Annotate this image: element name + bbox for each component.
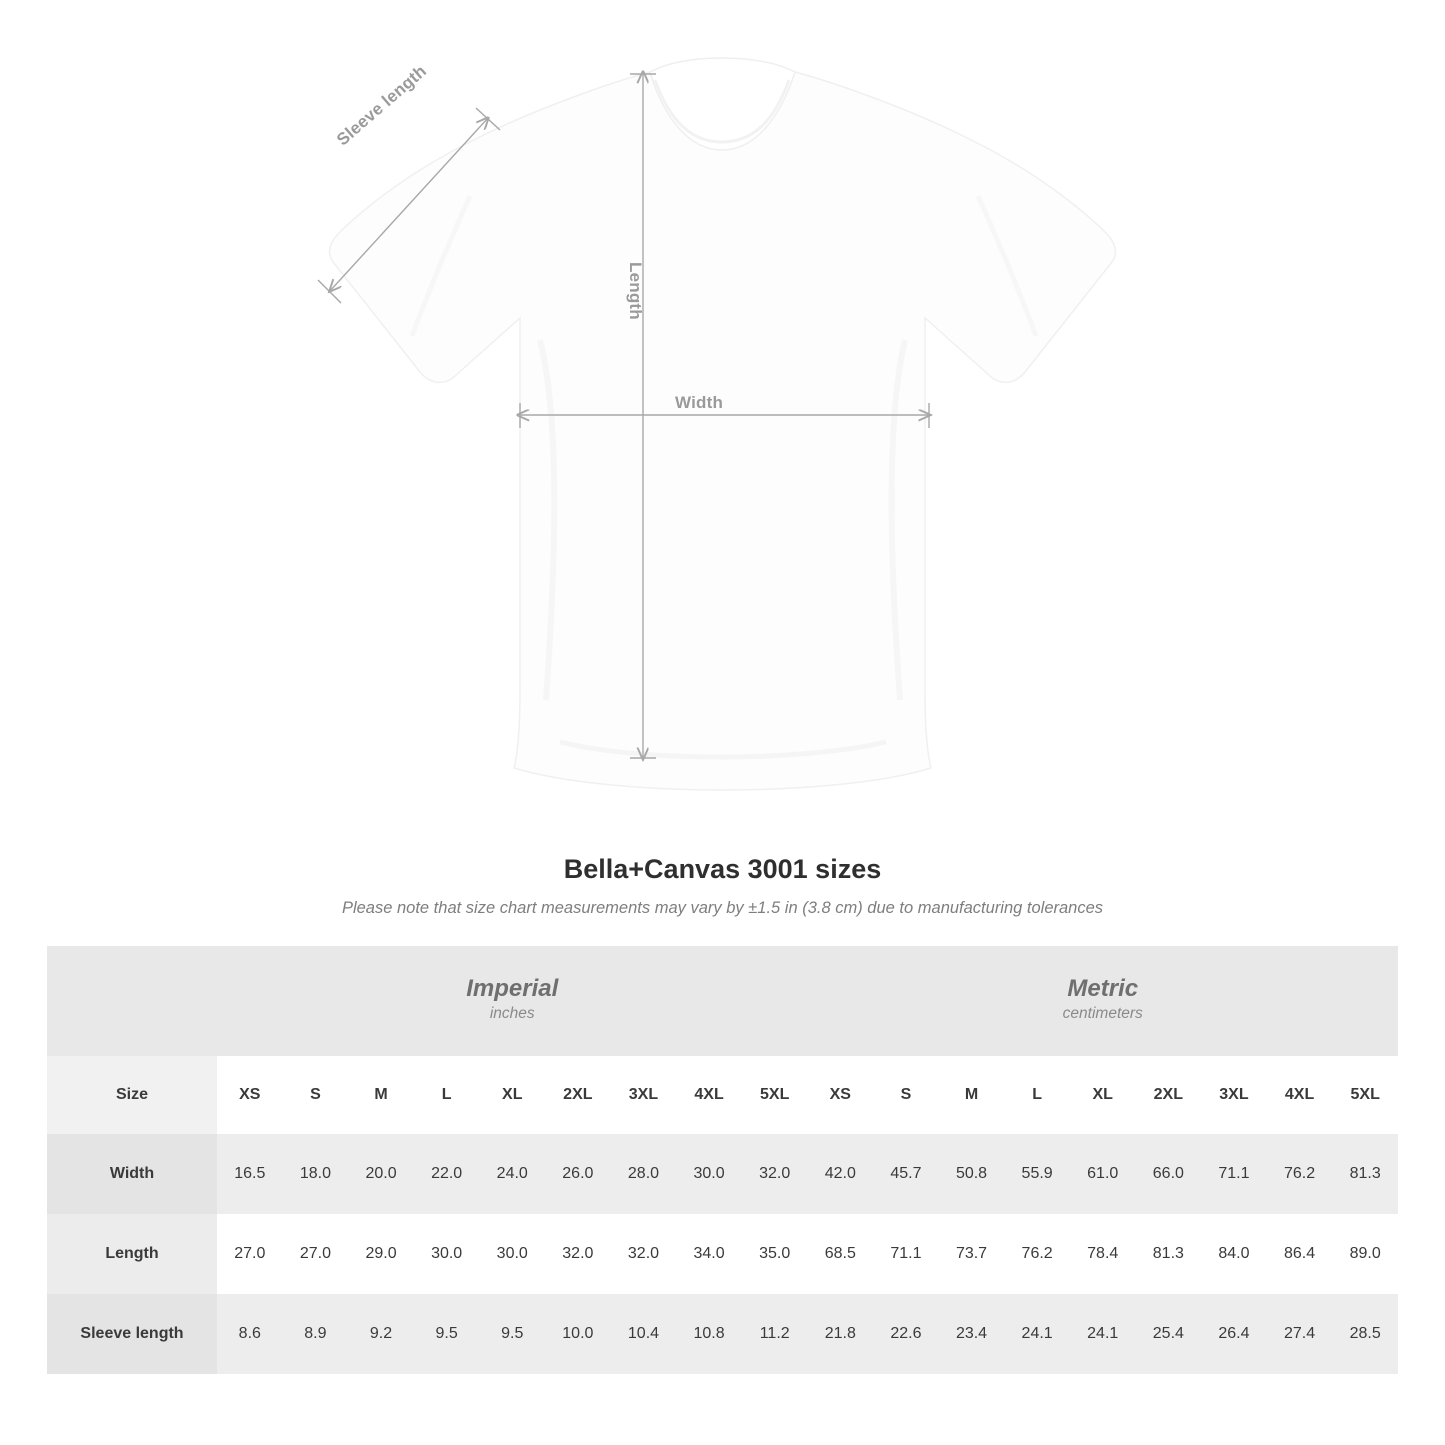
measurement-cell: 71.1 [1201,1134,1267,1214]
measurement-cell: 29.0 [348,1214,414,1294]
measurement-cell: 8.6 [217,1294,283,1374]
measurement-cell: 20.0 [348,1134,414,1214]
measurement-cell: 27.0 [217,1214,283,1294]
measurement-cell: 78.4 [1070,1214,1136,1294]
size-column-header: XL [479,1056,545,1134]
size-column-header: XS [217,1056,283,1134]
size-column-header: 5XL [1332,1056,1398,1134]
measurement-cell: 68.5 [807,1214,873,1294]
measurement-cell: 86.4 [1267,1214,1333,1294]
measurement-row-label: Sleeve length [47,1294,217,1374]
size-column-header: L [1004,1056,1070,1134]
measurement-cell: 32.0 [611,1214,677,1294]
measurement-cell: 28.5 [1332,1294,1398,1374]
table-row [47,1294,1398,1374]
measurement-cell: 42.0 [807,1134,873,1214]
unit-system-imperial [217,946,807,1056]
measurement-cell: 10.0 [545,1294,611,1374]
measurement-cell: 27.0 [283,1214,349,1294]
measurement-cell: 10.8 [676,1294,742,1374]
size-column-header: XL [1070,1056,1136,1134]
size-column-header: M [939,1056,1005,1134]
measurement-cell: 30.0 [414,1214,480,1294]
measurement-cell: 34.0 [676,1214,742,1294]
title-block [0,854,1445,918]
size-column-header: 4XL [1267,1056,1333,1134]
length-label: Length [626,262,645,320]
measurement-cell: 30.0 [479,1214,545,1294]
measurement-cell: 71.1 [873,1214,939,1294]
measurement-cell: 81.3 [1136,1214,1202,1294]
tolerance-note: Please note that size chart measurements may vary by ±1.5 in (3.8 cm) due to manufacturing tolerances [341,899,1104,917]
measurement-cell: 61.0 [1070,1134,1136,1214]
measurement-cell: 24.1 [1004,1294,1070,1374]
measurement-cell: 24.0 [479,1134,545,1214]
unit-system-imperial-unit: inches [489,1005,535,1023]
unit-system-header-row [47,946,1398,1056]
measurement-cell: 35.0 [742,1214,808,1294]
size-column-header: M [348,1056,414,1134]
measurement-cell: 28.0 [611,1134,677,1214]
shirt-shape [329,58,1115,790]
table-row [47,1214,1398,1294]
measurement-cell: 25.4 [1136,1294,1202,1374]
unit-system-metric-name: Metric [1067,974,1139,1002]
width-label: Width [675,393,724,412]
size-column-header: 2XL [545,1056,611,1134]
measurement-cell: 30.0 [676,1134,742,1214]
size-column-header: 2XL [1136,1056,1202,1134]
measurement-cell: 16.5 [217,1134,283,1214]
measurement-cell: 84.0 [1201,1214,1267,1294]
measurement-cell: 26.4 [1201,1294,1267,1374]
measurement-cell: 21.8 [807,1294,873,1374]
unit-system-metric-unit: centimeters [1062,1005,1143,1023]
measurement-cell: 76.2 [1004,1214,1070,1294]
measurement-cell: 18.0 [283,1134,349,1214]
size-column-header: 3XL [1201,1056,1267,1134]
measurement-cell: 11.2 [742,1294,808,1374]
sleeve-length-label: Sleeve length [333,61,431,150]
measurement-cell: 10.4 [611,1294,677,1374]
measurement-cell: 55.9 [1004,1134,1070,1214]
size-column-header: XS [807,1056,873,1134]
size-column-header: 3XL [611,1056,677,1134]
size-column-header: S [283,1056,349,1134]
size-table [47,946,1398,1374]
measurement-cell: 50.8 [939,1134,1005,1214]
measurement-cell: 32.0 [742,1134,808,1214]
unit-header-spacer [47,946,217,1056]
table-row [47,1134,1398,1214]
size-table-wrapper [47,946,1398,1374]
size-column-header: 4XL [676,1056,742,1134]
page-title: Bella+Canvas 3001 sizes [563,854,882,884]
unit-system-imperial-name: Imperial [466,974,559,1002]
measurement-cell: 22.6 [873,1294,939,1374]
size-row-header: Size [47,1056,217,1134]
measurement-cell: 81.3 [1332,1134,1398,1214]
measurement-cell: 9.2 [348,1294,414,1374]
measurement-cell: 8.9 [283,1294,349,1374]
measurement-cell: 73.7 [939,1214,1005,1294]
measurement-cell: 32.0 [545,1214,611,1294]
measurement-cell: 23.4 [939,1294,1005,1374]
measurement-cell: 24.1 [1070,1294,1136,1374]
measurement-cell: 9.5 [414,1294,480,1374]
measurement-row-label: Width [47,1134,217,1214]
size-column-header: S [873,1056,939,1134]
measurement-cell: 26.0 [545,1134,611,1214]
size-column-header: 5XL [742,1056,808,1134]
measurement-cell: 89.0 [1332,1214,1398,1294]
measurement-cell: 9.5 [479,1294,545,1374]
measurement-row-label: Length [47,1214,217,1294]
measurement-cell: 76.2 [1267,1134,1333,1214]
unit-system-metric [807,946,1398,1056]
measurement-cell: 66.0 [1136,1134,1202,1214]
measurement-cell: 45.7 [873,1134,939,1214]
measurement-cell: 27.4 [1267,1294,1333,1374]
size-column-header: L [414,1056,480,1134]
measurement-cell: 22.0 [414,1134,480,1214]
size-header-row [47,1056,1398,1134]
